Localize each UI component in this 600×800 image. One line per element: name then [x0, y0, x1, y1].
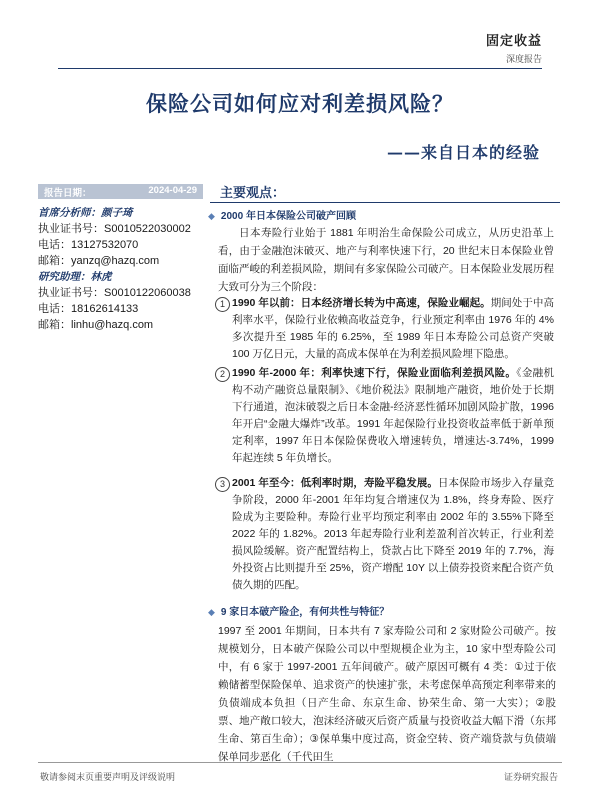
- list-item-2: 1990 年-2000 年：利率快速下行，保险业面临利差损风险。《金融机构不动产融资总量限制》、《地价税法》限制地产融资，地价处于长期下行通道，泡沫破裂之后日本金融-经济恶性循环加剧风险扩散，1996 年开启“金融大爆炸”改革。1991 年起保险行业投资收益率低于新单预定利率，1997 年日本保险保费收入增速转负，增速达-3.74%，1999 年起连续 5 年负增长。: [232, 367, 555, 464]
- assistant-cert: 执业证书号：S0010122060038: [38, 287, 191, 299]
- analyst-email[interactable]: 邮箱：yanzq@hazq.com: [38, 255, 160, 267]
- section-1-intro: [218, 224, 554, 296]
- key-points-heading: [210, 180, 560, 203]
- item-number-2: 2: [215, 367, 230, 382]
- report-date-value: 2024-04-29: [148, 185, 197, 196]
- footer-divider: [38, 762, 562, 763]
- report-subtitle: ——来自日本的经验: [386, 143, 540, 162]
- header-category: 固定收益: [485, 34, 542, 49]
- section-2-body: 1997 至 2001 年期间，日本共有 7 家寿险公司和 2 家财险公司破产。按规模划分，日本破产保险公司以中型规模企业为主，10 家中型寿险公司中，有 6 家于 1997-2001 五年间破产。破产原因可概有 4 类：①过于依赖储蓄型保险保单、追求资产的快速扩张，未考虑保单高预定利率带来的负债端成本负担（日产生命、东京生命、协荣生命、第一大实）；②股票、地产敞口较大，泡沫经济破灭后资产质量与投资收益大幅下滑（东邦生命、第百生命）；③保单集中度过高，资金空转、资产端贷款与负债端保单同步恶化（千代田生: [218, 625, 556, 763]
- item-number-1: 1: [215, 297, 230, 312]
- analyst-role: 首席分析师：颜子琦: [38, 207, 133, 219]
- list-item-1: 1990 年以前：日本经济增长转为中高速，保险业崛起。期间处于中高利率水平，保险行业依赖高收益竞争，行业预定利率由 1976 年的 4%多次提升至 1985 年的 6.25%，至 1989 年日本寿险公司总资产突破 100 万亿日元，大量的高成本保单在为利差损风险埋下隐患。: [232, 297, 554, 360]
- assistant-phone: 电话：18162614133: [38, 303, 139, 315]
- analyst-info: [38, 205, 208, 333]
- report-title: 保险公司如何应对利差损风险？: [146, 91, 454, 116]
- report-date-bar: [38, 184, 203, 199]
- analyst-phone: 电话：13127532070: [38, 239, 139, 251]
- list-item-3: 2001 年至今：低利率时期，寿险平稳发展。日本保险市场步入存量竞争阶段，2000 年-2001 年年均复合增速仅为 1.8%，终身寿险、医疗险成为主要险种。寿险行业平均预定利率由 2002 年的 3.55%下降至 2022 年的 1.82%。2013 年起寿险行业利差盈利首次转正，行业利差损风险缓解。资产配置结构上，贷款占比下降至 2019 年的 7.7%，海外投资占比则提升至 25%，资产增配 10Y 以上债券投资来配合资产负债久期的匹配。: [232, 477, 555, 591]
- key-points-title: 主要观点：: [220, 186, 286, 201]
- assistant-role: 研究助理：林虎: [38, 271, 112, 283]
- assistant-email[interactable]: 邮箱：linhu@hazq.com: [38, 319, 154, 331]
- footer-label: 证券研究报告: [503, 772, 558, 782]
- item-number-3: 3: [215, 477, 230, 492]
- analyst-cert: 执业证书号：S0010522030002: [38, 223, 191, 235]
- section-2-title: ◆ 9 家日本破产险企，有何共性与特征？: [208, 603, 389, 618]
- header-report-type: 深度报告: [505, 54, 542, 64]
- header-divider: [58, 68, 542, 69]
- report-date-label: 报告日期：: [44, 188, 92, 199]
- section-1-title: ◆ 2000 年日本保险公司破产回顾: [208, 207, 356, 222]
- intro-paragraph: 日本寿险行业始于 1881 年明治生命保险公司成立，从历史沿革上看，由于金融泡沫破灭、地产与利率快速下行，20 世纪末日本保险业曾面临严峻的利差损风险，期间有多家保险公司破产。日本保险业发展历程大致可分为三个阶段：: [218, 227, 554, 293]
- footer-disclaimer[interactable]: 敬请参阅末页重要声明及评级说明: [40, 772, 176, 782]
